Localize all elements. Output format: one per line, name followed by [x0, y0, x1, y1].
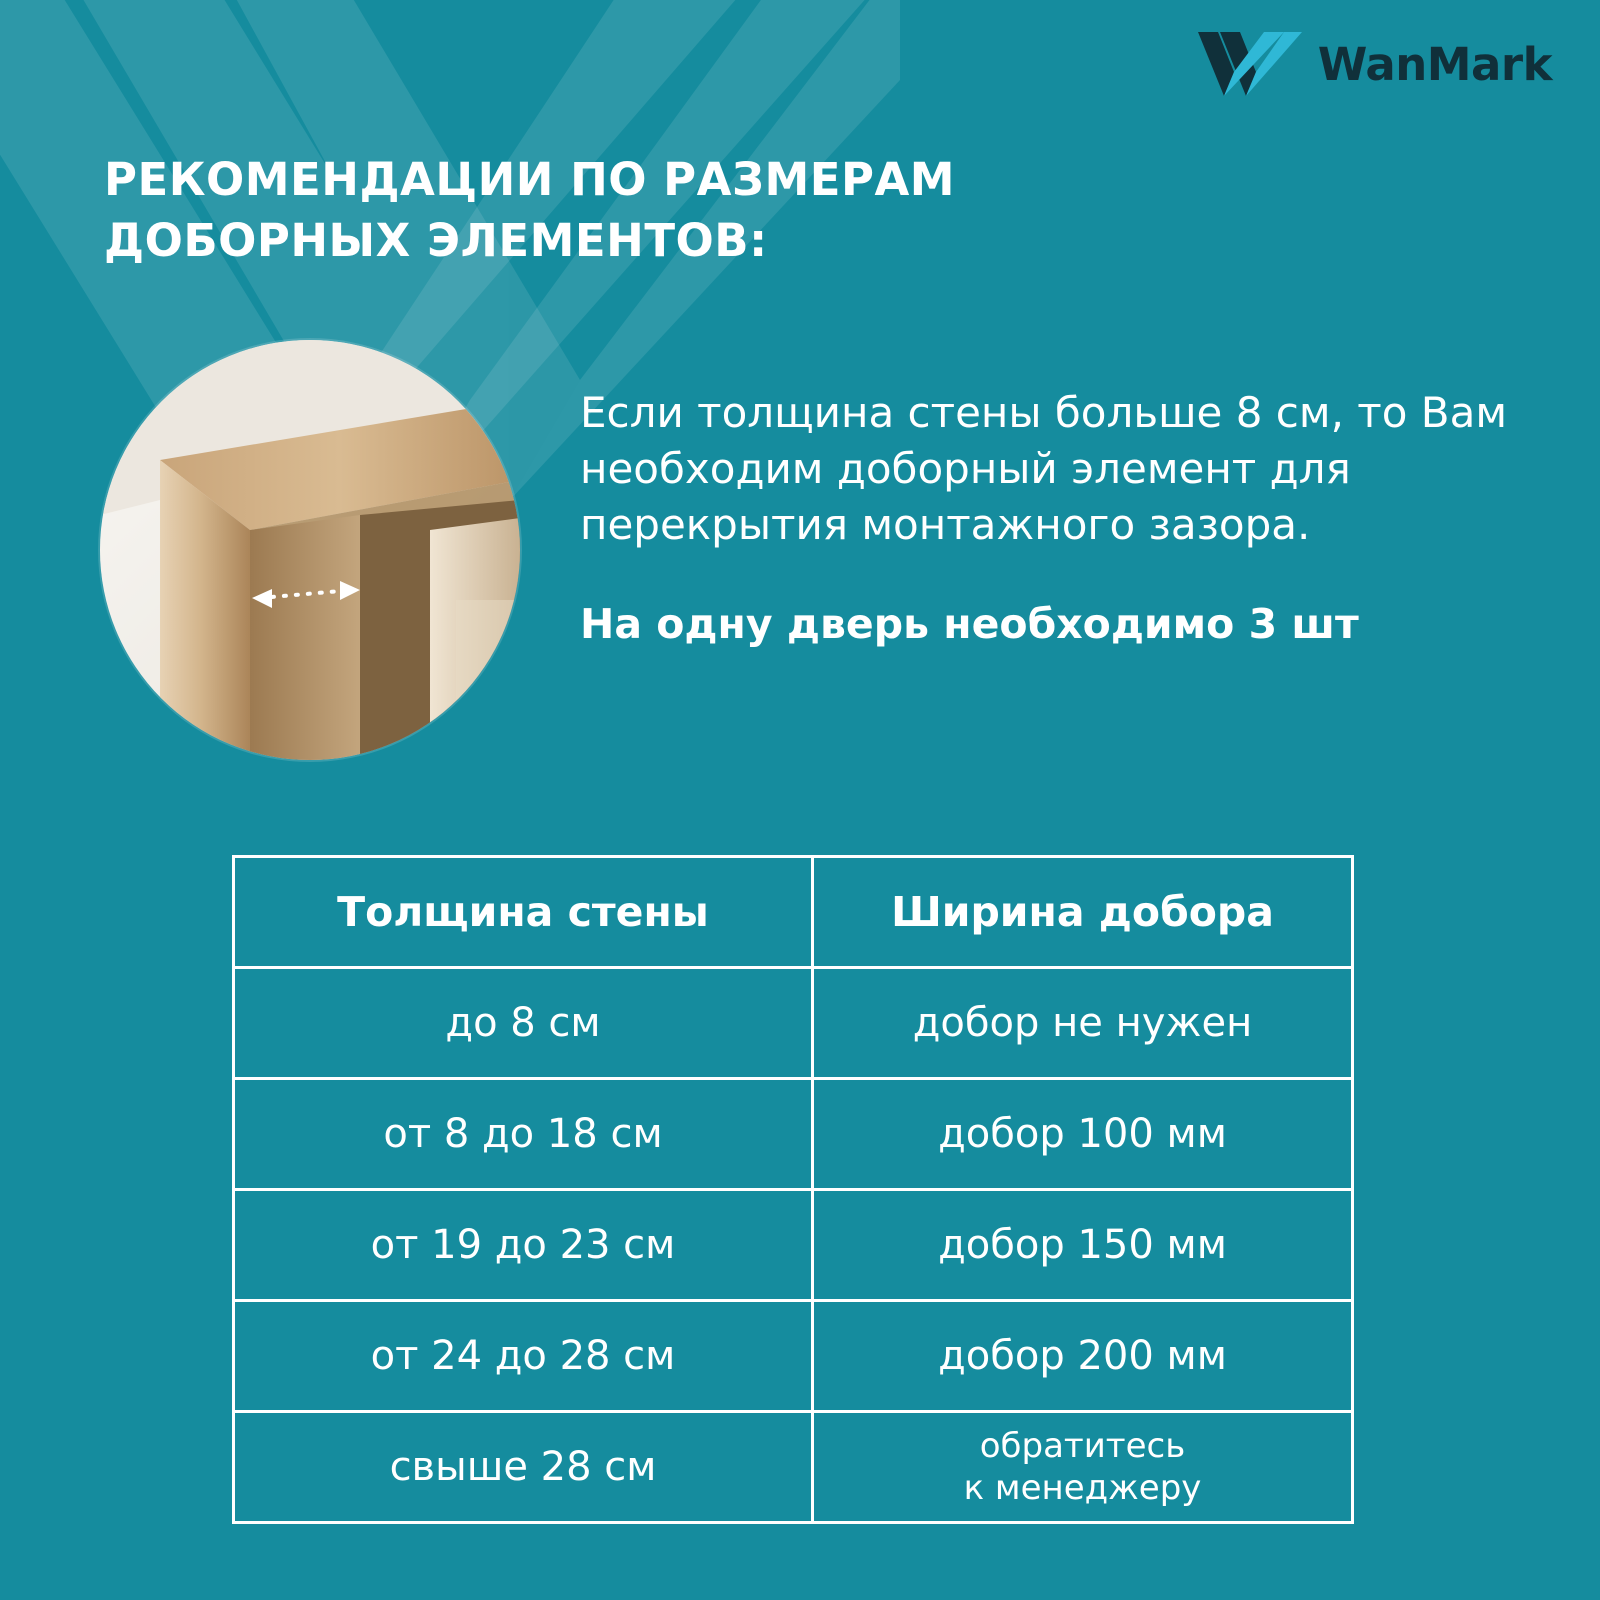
description-block — [580, 385, 1540, 651]
cell-extension-line1: обратитесь — [979, 1425, 1186, 1466]
cell-wall-thickness: до 8 см — [234, 968, 813, 1079]
brand-name: WanMark — [1317, 37, 1552, 91]
cell-wall-thickness: от 8 до 18 см — [234, 1079, 813, 1190]
cell-wall-thickness: от 24 до 28 см — [234, 1301, 813, 1412]
cell-wall-thickness: свыше 28 см — [234, 1412, 813, 1523]
cell-extension-width: добор 100 мм — [813, 1079, 1353, 1190]
door-frame-photo-image — [100, 340, 520, 760]
cell-extension-width: добор 150 мм — [813, 1190, 1353, 1301]
table-row — [234, 968, 1353, 1079]
table-row — [234, 1301, 1353, 1412]
description-highlight: На одну дверь необходимо 3 шт — [580, 599, 1359, 648]
table-row — [234, 1079, 1353, 1190]
door-frame-photo — [100, 340, 520, 760]
cell-extension-line2: к менеджеру — [963, 1468, 1202, 1508]
table-header-extension-width: Ширина добора — [813, 857, 1353, 968]
table-header-row — [234, 857, 1353, 968]
sizes-table — [232, 855, 1354, 1524]
table-row — [234, 1412, 1353, 1523]
table-row — [234, 1190, 1353, 1301]
cell-extension-width: добор 200 мм — [813, 1301, 1353, 1412]
cell-extension-width: добор не нужен — [813, 968, 1353, 1079]
description-paragraph: Если толщина стены больше 8 см, то Вам необходим доборный элемент для перекрытия монтажного зазора. — [580, 388, 1508, 549]
cell-wall-thickness: от 19 до 23 см — [234, 1190, 813, 1301]
cell-extension-width — [813, 1412, 1353, 1523]
brand-logo — [1198, 28, 1552, 100]
wanmark-chevron-logo-icon — [1198, 28, 1302, 100]
table-header-wall-thickness: Толщина стены — [234, 857, 813, 968]
page-title: РЕКОМЕНДАЦИИ ПО РАЗМЕРАМ ДОБОРНЫХ ЭЛЕМЕНТОВ: — [104, 153, 956, 267]
